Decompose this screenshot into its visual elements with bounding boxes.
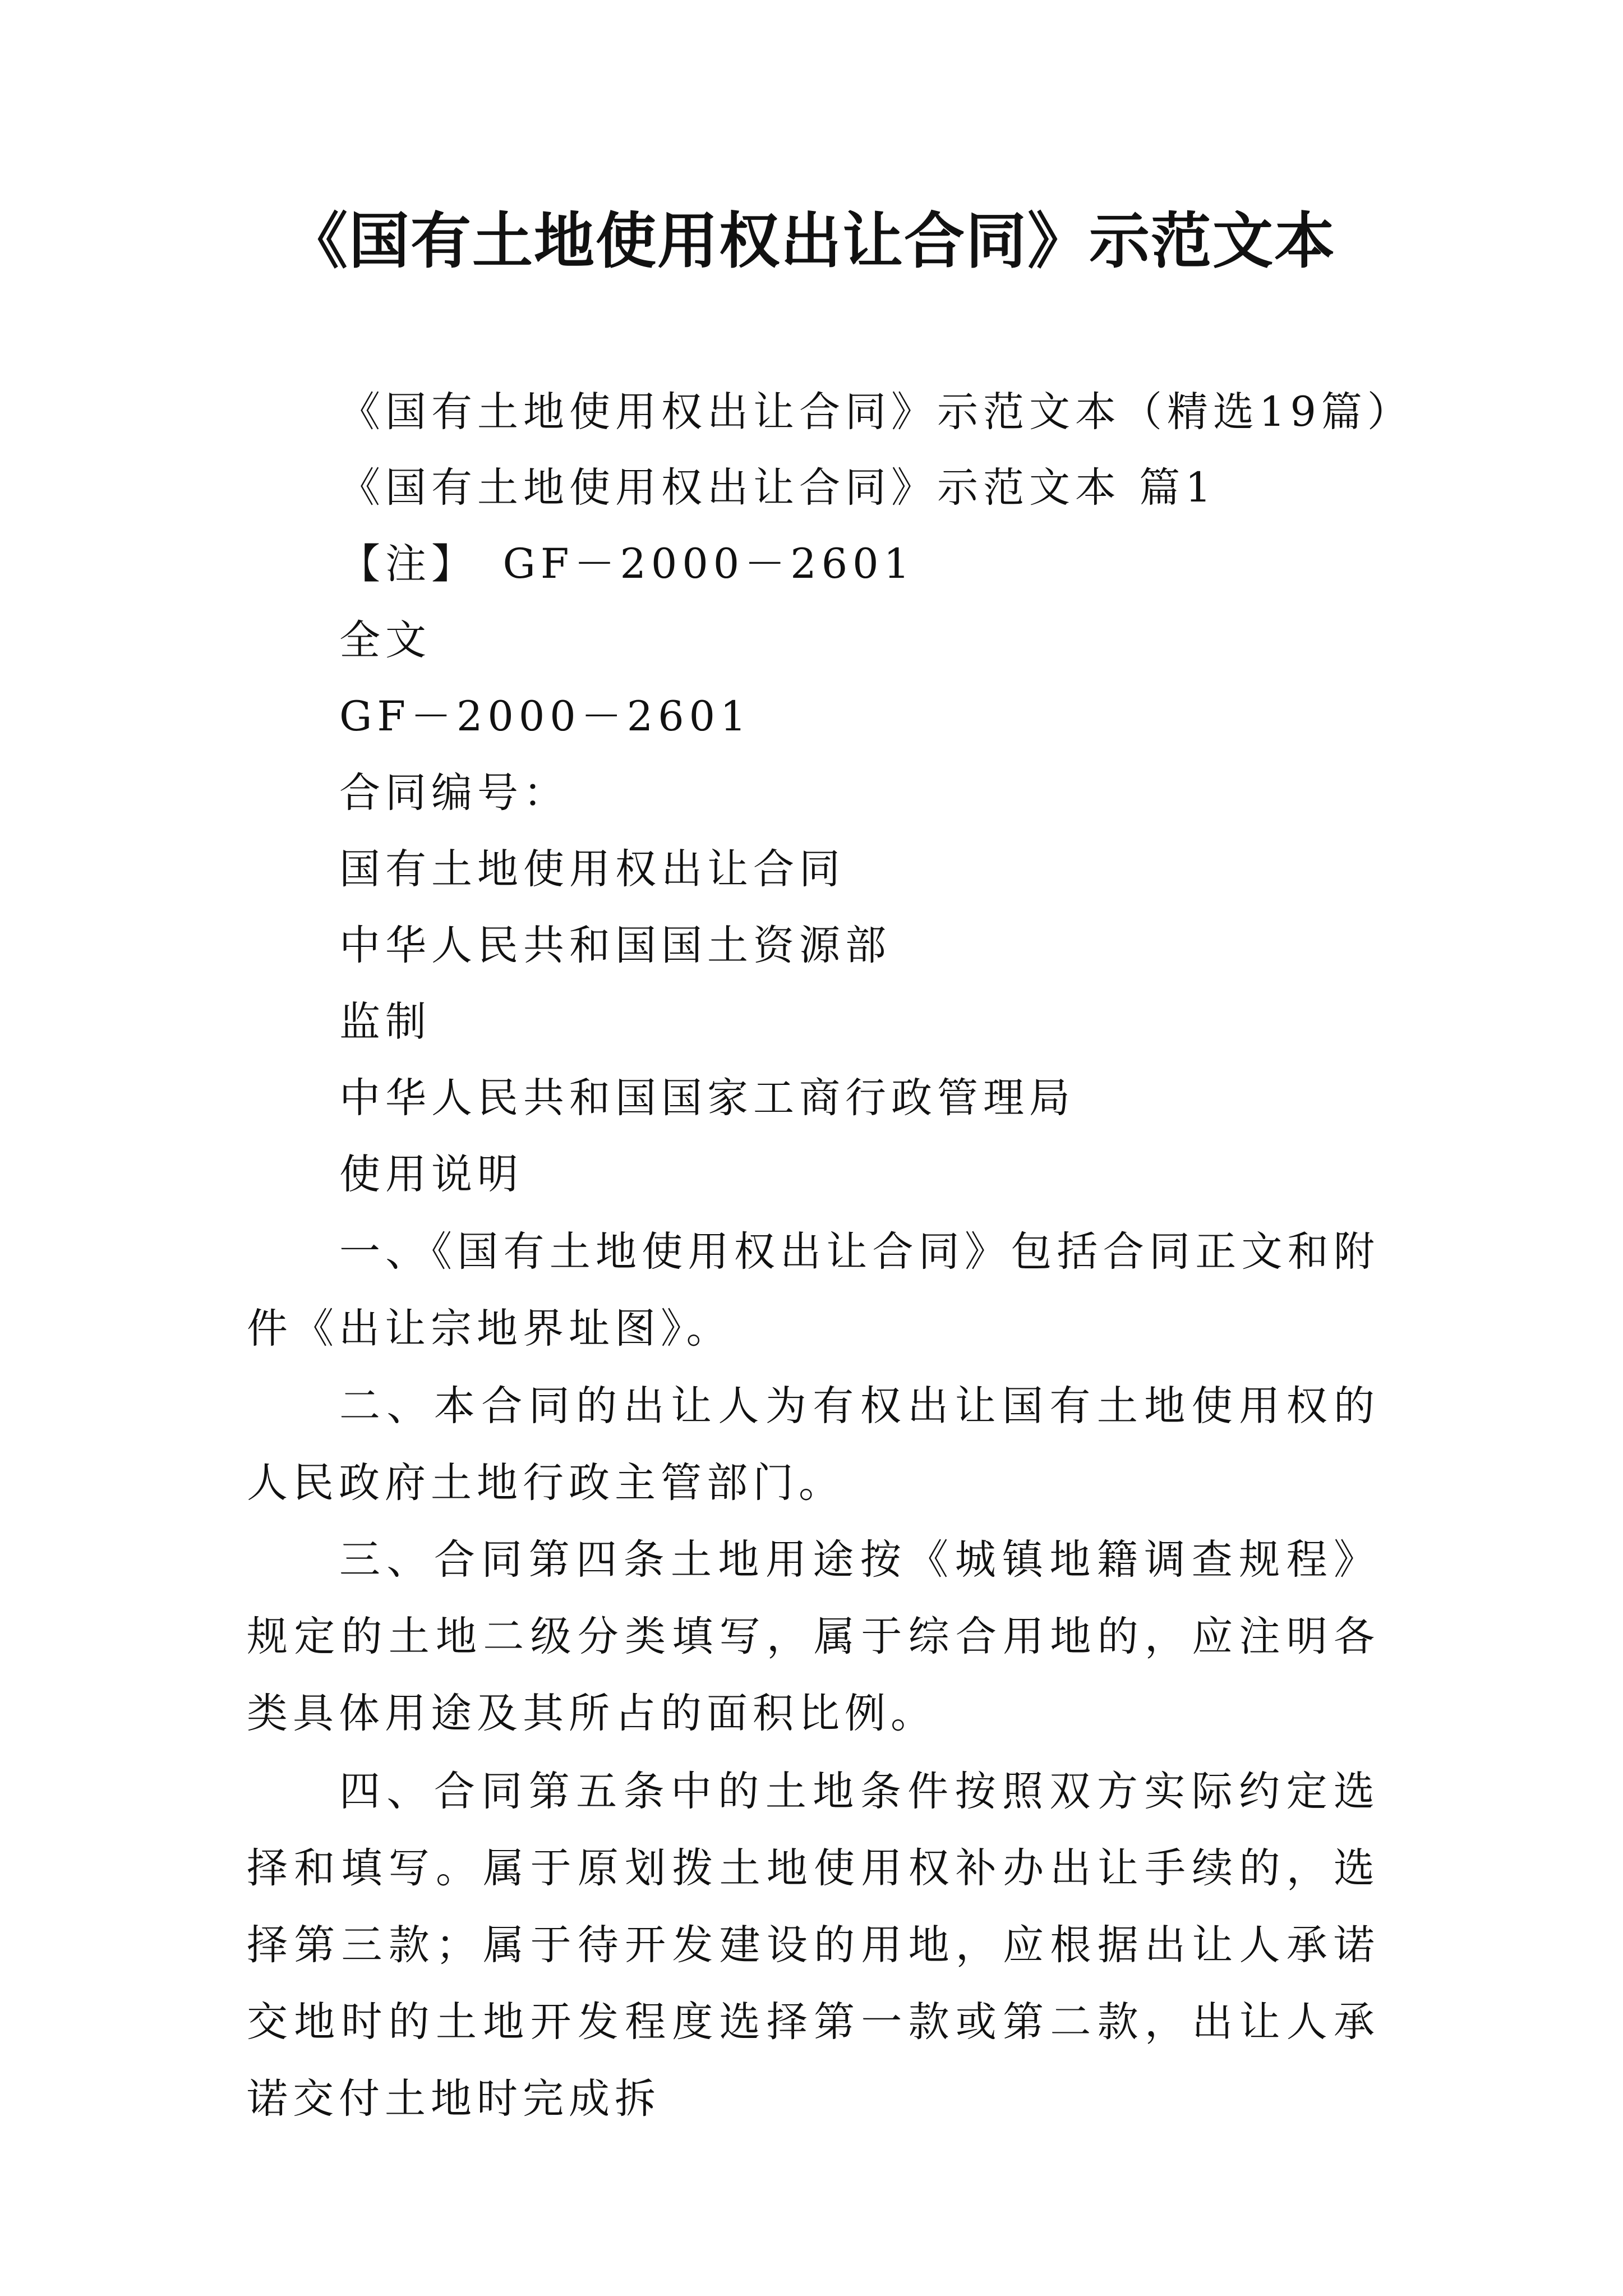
text-line-contract-name: 国有土地使用权出让合同	[339, 845, 845, 893]
text-line-contract-number: 合同编号：	[339, 769, 569, 817]
note-line: 【注】 GF－2000－2601	[339, 540, 915, 588]
document-title: 《国有土地使用权出让合同》示范文本	[287, 206, 1336, 277]
text-line-instructions: 使用说明	[339, 1151, 523, 1198]
text-line-supervision: 监制	[339, 998, 431, 1046]
paragraph-2: 二、本合同的出让人为有权出让国有土地使用权的人民政府土地行政主管部门。	[247, 1382, 1380, 1507]
paragraph-1: 一、《国有土地使用权出让合同》包括合同正文和附件《出让宗地界址图》。	[247, 1228, 1380, 1352]
text-line-ministry: 中华人民共和国国土资源部	[339, 922, 891, 969]
text-line-administration: 中华人民共和国国家工商行政管理局	[339, 1074, 1075, 1122]
document-subtitle: 《国有土地使用权出让合同》示范文本（精选19篇）	[339, 388, 1413, 436]
paragraph-4: 四、合同第五条中的土地条件按照双方实际约定选择和填写。属于原划拨土地使用权补办出让手续的，选择第三款；属于待开发建设的用地，应根据出让人承诺交地时的土地开发程度选择第一款或第二款，出让人承诺交付土地时完成拆	[247, 1768, 1380, 2123]
paragraph-3: 三、合同第四条土地用途按《城镇地籍调查规程》规定的土地二级分类填写，属于综合用地的，应注明各类具体用途及其所占的面积比例。	[247, 1536, 1380, 1737]
text-line-full-text: 全文	[339, 616, 431, 664]
section-heading: 《国有土地使用权出让合同》示范文本 篇1	[339, 464, 1216, 512]
text-line-code: GF－2000－2601	[339, 693, 751, 740]
